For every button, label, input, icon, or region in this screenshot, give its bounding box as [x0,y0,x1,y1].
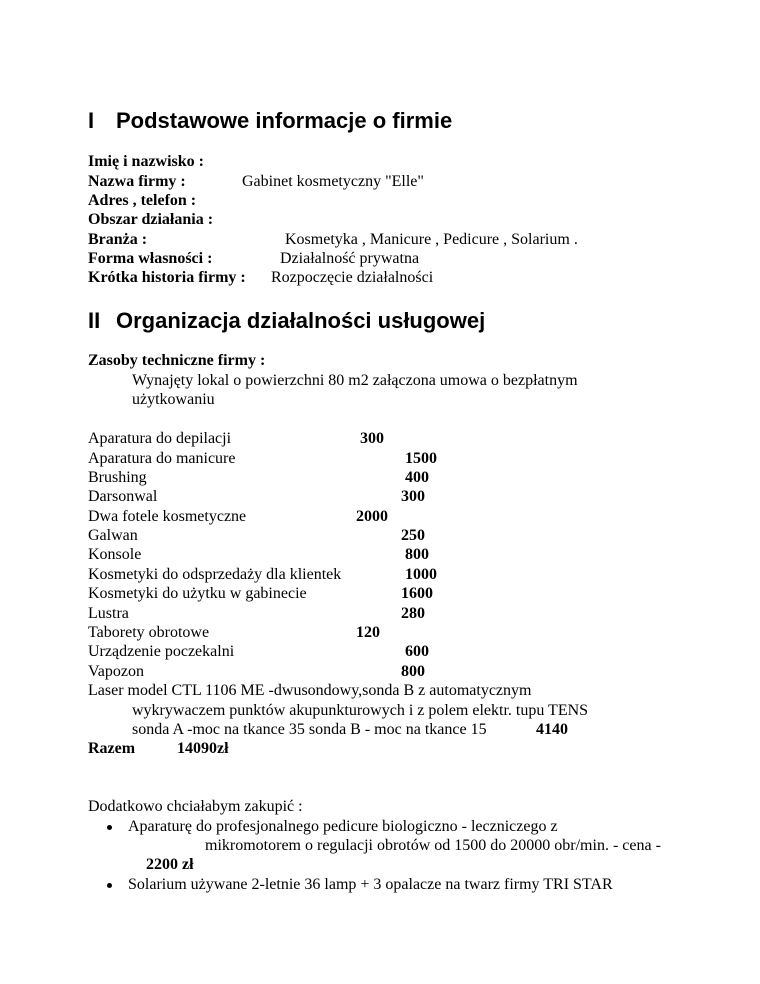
equipment-value: 280 [401,605,425,622]
section-2-title: Organizacja działalności usługowej [116,308,486,333]
equipment-name: Urządzenie poczekalni [88,643,235,660]
section-1-number: I [88,108,95,133]
equipment-name: Dwa fotele kosmetyczne [88,508,247,525]
additional-intro: Dodatkowo chciałabym zakupić : [88,798,303,815]
bullet-icon [107,883,112,888]
equipment-value: 1600 [401,585,433,602]
laser-line-3: sonda A -moc na tkance 35 sonda B - moc na tkance 15 [132,721,487,738]
equipment-name: Galwan [88,527,138,544]
laser-value: 4140 [536,721,568,738]
bullet-icon [107,825,112,830]
premises-line-2: użytkowaniu [132,391,215,408]
total-label: Razem [88,740,136,757]
equipment-value: 300 [401,488,425,505]
equipment-name: Kosmetyki do użytku w gabinecie [88,585,307,602]
equipment-value: 800 [401,663,425,680]
resources-heading: Zasoby techniczne firmy : [88,352,266,369]
equipment-name: Taborety obrotowe [88,624,210,641]
history-value: Rozpoczęcie działalności [271,269,434,286]
name-label: Imię i nazwisko : [88,153,204,170]
total-value: 14090zł [177,740,229,757]
additional-item-1-price: 2200 zł [146,856,194,873]
equipment-value: 600 [405,643,429,660]
premises-line-1: Wynajęty lokal o powierzchni 80 m2 załączona umowa o bezpłatnym [132,372,578,389]
ownership-label: Forma własności : [88,250,213,267]
additional-item-1-line-2: mikromotorem o regulacji obrotów od 1500 do 20000 obr/min. - cena - [205,837,661,854]
address-label: Adres , telefon : [88,192,197,209]
equipment-value: 400 [405,469,429,486]
equipment-name: Brushing [88,469,147,486]
equipment-value: 120 [356,624,380,641]
industry-label: Branża : [88,231,148,248]
laser-line-1: Laser model CTL 1106 ME -dwusondowy,sonda B z automatycznym [88,682,532,699]
section-2-number: II [88,308,101,333]
company-name-value: Gabinet kosmetyczny "Elle" [242,173,424,190]
additional-item-2-line-1: Solarium używane 2-letnie 36 lamp + 3 opalacze na twarz firmy TRI STAR [128,876,613,893]
equipment-name: Aparatura do manicure [88,450,236,467]
equipment-name: Aparatura do depilacji [88,430,232,447]
equipment-name: Kosmetyki do odsprzedaży dla klientek [88,566,342,583]
section-1-title: Podstawowe informacje o firmie [116,108,453,133]
equipment-value: 250 [401,527,425,544]
additional-item-1-line-1: Aparaturę do profesjonalnego pedicure biologiczno - leczniczego z [128,818,558,835]
equipment-name: Darsonwal [88,488,158,505]
area-label: Obszar działania : [88,211,214,228]
history-label: Krótka historia firmy : [88,269,246,286]
laser-line-2: wykrywaczem punktów akupunkturowych i z polem elektr. tupu TENS [132,702,589,719]
company-name-label: Nazwa firmy : [88,173,186,190]
equipment-name: Vapozon [88,663,144,680]
industry-value: Kosmetyka , Manicure , Pedicure , Solarium . [285,231,578,248]
equipment-name: Lustra [88,605,129,622]
equipment-name: Konsole [88,546,142,563]
equipment-value: 1500 [405,450,437,467]
ownership-value: Działalność prywatna [280,250,420,267]
equipment-value: 1000 [405,566,437,583]
equipment-value: 2000 [356,508,388,525]
equipment-value: 300 [360,430,384,447]
equipment-value: 800 [405,546,429,563]
